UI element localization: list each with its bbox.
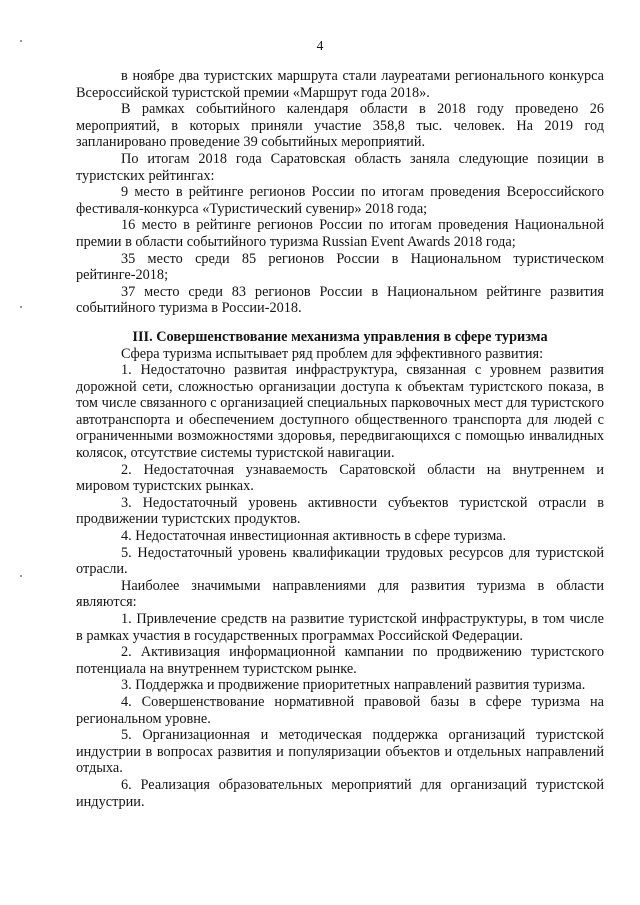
- problem-item: 3. Недостаточный уровень активности субъектов туристской отрасли в продвижении туристских продуктов.: [76, 494, 604, 528]
- intro-section: [76, 68, 604, 317]
- direction-item: 6. Реализация образовательных мероприятий для организаций туристской индустрии.: [76, 776, 604, 810]
- paragraph: В рамках событийного календаря области в 2018 году проведено 26 мероприятий, в которых приняли участие 358,8 тыс. человек. На 2019 год запланировано проведение 39 событийных мероприятий.: [76, 101, 604, 151]
- scan-speck: [20, 575, 22, 577]
- paragraph: Сфера туризма испытывает ряд проблем для эффективного развития:: [121, 345, 544, 362]
- problem-item: 2. Недостаточная узнаваемость Саратовской области на внутреннем и мировом туристских рынках.: [76, 461, 604, 495]
- paragraph: в ноябре два туристских маршрута стали лауреатами регионального конкурса Всероссийской туристской премии «Маршрут года 2018».: [76, 68, 604, 101]
- problem-item: 4. Недостаточная инвестиционная активность в сфере туризма.: [121, 528, 507, 545]
- direction-item: 3. Поддержка и продвижение приоритетных направлений развития туризма.: [121, 677, 586, 694]
- scan-speck: [20, 40, 22, 42]
- management-section: [76, 346, 604, 811]
- direction-item: 2. Активизация информационной кампании по продвижению туристского потенциала на внутреннем туристском рынке.: [76, 644, 604, 677]
- rating-item: 16 место в рейтинге регионов России по итогам проведения Национальной премии в области событийного туризма Russian Event Awards 2018 года;: [76, 217, 604, 250]
- rating-item: 35 место среди 85 регионов России в Национальном туристическом рейтинге-2018;: [76, 250, 604, 284]
- rating-item: 37 место среди 83 регионов России в Национальном рейтинге развития событийного туризма в России-2018.: [76, 283, 604, 317]
- document-body: [76, 68, 604, 810]
- page-number: 4: [316, 38, 324, 53]
- problem-item: 1. Недостаточно развитая инфраструктура, связанная с уровнем развития дорожной сети, сложностью организации доступа к объектам туристского показа, в том числе связанного с организацией специальных парковочных мест для туристского автотранспорта и обеспечением доступного общественного транспорта для людей с ограниченными возможностями здоровья, передвигающихся с помощью инвалидных колясок, отсутствие системы туристской навигации.: [76, 362, 604, 462]
- direction-item: 4. Совершенствование нормативной правовой базы в сфере туризма на региональном уровне.: [76, 693, 604, 727]
- problem-item: 5. Недостаточный уровень квалификации трудовых ресурсов для туристской отрасли.: [76, 544, 604, 578]
- rating-item: 9 место в рейтинге регионов России по итогам проведения Всероссийского фестиваля-конкурса «Туристический сувенир» 2018 года;: [76, 184, 604, 217]
- direction-item: 5. Организационная и методическая поддержка организаций туристской индустрии в вопросах развития и популяризации объектов и отдельных направлений отдыха.: [76, 727, 604, 777]
- section-heading: III. Совершенствование механизма управления в сфере туризма: [132, 328, 548, 345]
- paragraph: По итогам 2018 года Саратовская область заняла следующие позиции в туристских рейтингах:: [76, 150, 604, 184]
- paragraph: Наиболее значимыми направлениями для развития туризма в области являются:: [76, 577, 604, 611]
- direction-item: 1. Привлечение средств на развитие туристской инфраструктуры, в том числе в рамках участия в государственных программах Российской Федерации.: [76, 611, 604, 644]
- scan-speck: [20, 306, 22, 308]
